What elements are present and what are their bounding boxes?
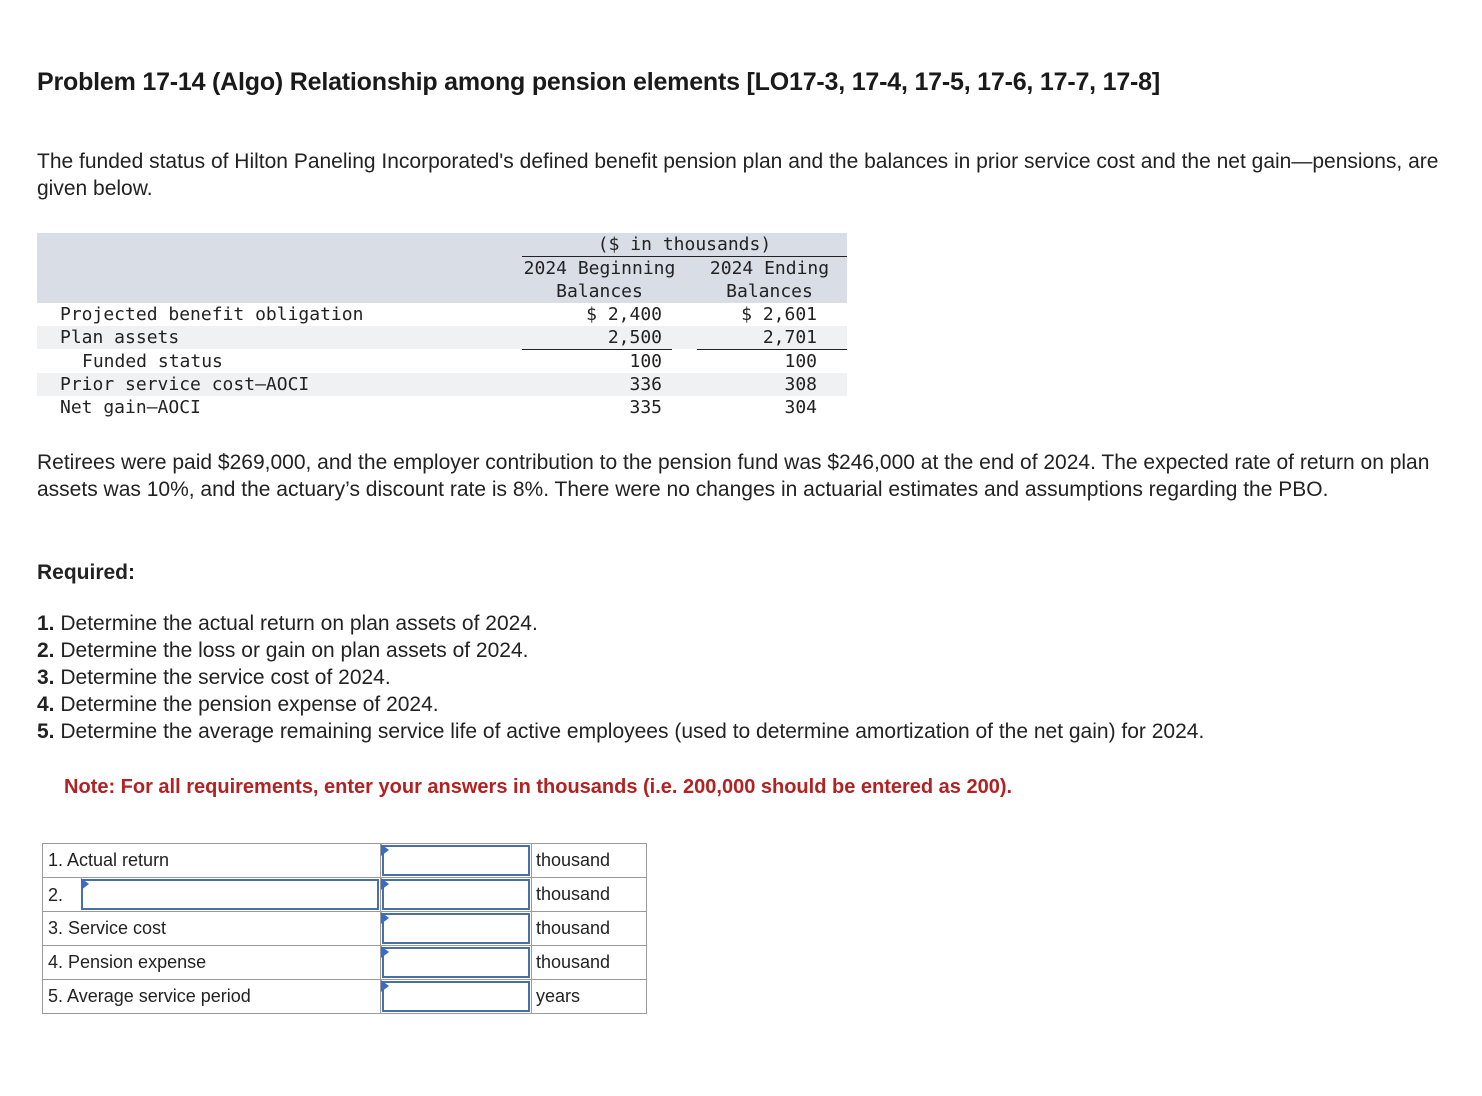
answer-unit: thousand xyxy=(532,912,647,946)
col-end-line2: Balances xyxy=(726,281,813,302)
row-label: Plan assets xyxy=(60,327,180,348)
answer-input-box xyxy=(382,913,530,944)
answer-input-box xyxy=(382,845,530,876)
table-row xyxy=(43,912,647,946)
answer-label: 1. Actual return xyxy=(43,844,381,878)
intro-paragraph: The funded status of Hilton Paneling Incorporated's defined benefit pension plan and the balances in prior service cost and the net gain—pensions, are given below. xyxy=(37,150,1439,200)
answer-label: 2. xyxy=(48,885,64,905)
row-end-value: 304 xyxy=(784,397,817,418)
input-marker-icon xyxy=(381,946,389,958)
col-begin-line1: 2024 Beginning xyxy=(523,258,676,279)
average-service-period-input[interactable] xyxy=(384,983,528,1010)
row-end-value: $ 2,601 xyxy=(741,304,817,325)
table-row xyxy=(37,396,847,419)
gain-loss-amount-input[interactable] xyxy=(384,881,528,908)
row-label: Net gain–AOCI xyxy=(60,397,201,418)
table-row xyxy=(43,878,647,912)
item-text: Determine the pension expense of 2024. xyxy=(60,693,439,716)
row-begin-value: 2,500 xyxy=(607,327,662,348)
row-end-value: 100 xyxy=(784,351,817,372)
answer-input-box xyxy=(382,981,530,1012)
note-text: Note: For all requirements, enter your answers in thousands (i.e. 200,000 should be entered as 200). xyxy=(64,776,1013,798)
answer-cell xyxy=(381,878,532,912)
service-cost-input[interactable] xyxy=(384,915,528,942)
item-number: 5. xyxy=(37,720,55,743)
requirements-list xyxy=(37,610,1204,745)
table-row xyxy=(43,946,647,980)
table-row xyxy=(37,373,847,396)
answer-unit: thousand xyxy=(532,844,647,878)
input-marker-icon xyxy=(81,878,89,890)
units-header: ($ in thousands) xyxy=(597,234,772,255)
list-item xyxy=(37,637,1204,664)
input-marker-icon xyxy=(381,878,389,890)
answer-label: 4. Pension expense xyxy=(43,946,381,980)
item-text: Determine the service cost of 2024. xyxy=(60,666,391,689)
item-number: 4. xyxy=(37,693,55,716)
item-number: 3. xyxy=(37,666,55,689)
table-row xyxy=(43,980,647,1014)
item-number: 1. xyxy=(37,612,55,635)
list-item xyxy=(37,691,1204,718)
input-marker-icon xyxy=(381,980,389,992)
actual-return-input[interactable] xyxy=(384,847,528,874)
item-text: Determine the loss or gain on plan assets of 2024. xyxy=(60,639,529,662)
col-begin-line2: Balances xyxy=(556,281,643,302)
answer-unit: thousand xyxy=(532,878,647,912)
required-heading: Required: xyxy=(37,561,136,584)
answer-label: 3. Service cost xyxy=(43,912,381,946)
answer-cell xyxy=(381,912,532,946)
list-item xyxy=(37,718,1204,745)
answer-label: 5. Average service period xyxy=(43,980,381,1014)
row-label: Projected benefit obligation xyxy=(60,304,364,325)
row-end-value: 2,701 xyxy=(762,327,817,348)
answer-table xyxy=(42,843,647,1014)
list-item xyxy=(37,610,1204,637)
facts-paragraph: Retirees were paid $269,000, and the employer contribution to the pension fund was $246,000 at the end of 2024. The expected rate of return on plan assets was 10%, and the actuary’s discount rate is 8%. There were no changes in actuarial estimates and assumptions regarding the PBO. xyxy=(37,451,1430,501)
table-row xyxy=(43,844,647,878)
row-end-value: 308 xyxy=(784,374,817,395)
gain-loss-label-input[interactable] xyxy=(83,881,377,908)
list-item xyxy=(37,664,1204,691)
row-begin-value: $ 2,400 xyxy=(586,304,662,325)
answer-cell xyxy=(381,980,532,1014)
item-text: Determine the actual return on plan assets of 2024. xyxy=(60,612,538,635)
table-row xyxy=(37,303,847,326)
item-text: Determine the average remaining service life of active employees (used to determine amortization of the net gain) for 2024. xyxy=(60,720,1205,743)
answer-input-box xyxy=(382,947,530,978)
gain-loss-select-box xyxy=(81,879,379,910)
answer-unit: years xyxy=(532,980,647,1014)
item-number: 2. xyxy=(37,639,55,662)
input-marker-icon xyxy=(381,844,389,856)
row-begin-value: 335 xyxy=(629,397,662,418)
answer-cell xyxy=(381,844,532,878)
row-begin-value: 336 xyxy=(629,374,662,395)
answer-label-cell xyxy=(43,878,381,912)
answer-input-box xyxy=(382,879,530,910)
answer-unit: thousand xyxy=(532,946,647,980)
table-row xyxy=(37,350,847,373)
pension-expense-input[interactable] xyxy=(384,949,528,976)
row-label: Prior service cost–AOCI xyxy=(60,374,310,395)
col-end-line1: 2024 Ending xyxy=(709,258,830,279)
page-title: Problem 17-14 (Algo) Relationship among pension elements [LO17-3, 17-4, 17-5, 17-6, 17-7, 17-8] xyxy=(37,68,1161,96)
row-begin-value: 100 xyxy=(629,351,662,372)
table-row xyxy=(37,326,847,349)
input-marker-icon xyxy=(381,912,389,924)
row-label: Funded status xyxy=(82,351,223,372)
answer-cell xyxy=(381,946,532,980)
